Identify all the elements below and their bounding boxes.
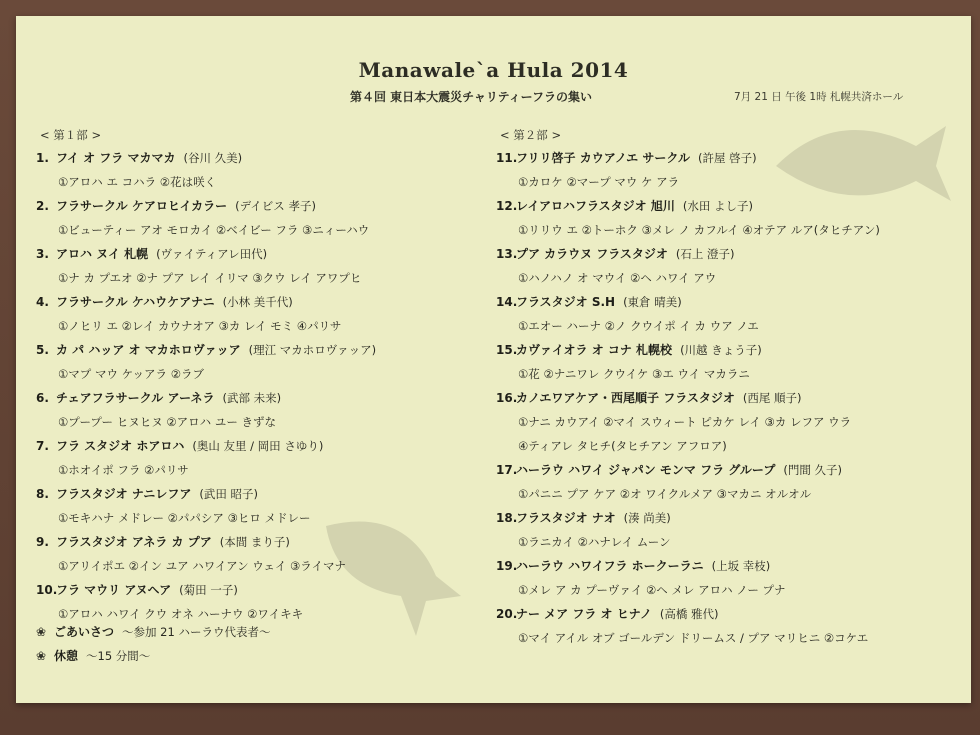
group-name: フラ スタジオ ホアロハ bbox=[56, 439, 185, 453]
note-greeting bbox=[36, 620, 270, 644]
program-entry bbox=[36, 146, 376, 194]
teacher-name: (石上 澄子) bbox=[675, 247, 735, 261]
program-entry bbox=[36, 386, 376, 434]
entry-header bbox=[36, 530, 376, 554]
entry-number: 11. bbox=[496, 151, 518, 165]
group-name: カ パ ハッア オ マカホロヴァッア bbox=[56, 343, 241, 357]
group-name: フラサークル ケハウケアナニ bbox=[56, 295, 215, 309]
entry-number: 13. bbox=[496, 247, 518, 261]
program-entry bbox=[36, 338, 376, 386]
song-list: ①アリイポエ ②イン ユア ハワイアン ウェイ ③ライマナ bbox=[58, 559, 346, 573]
program-entry bbox=[496, 554, 880, 602]
group-name: フラスタジオ ナニレフア bbox=[56, 487, 192, 501]
entry-number: 10. bbox=[36, 583, 58, 597]
entry-number: 4. bbox=[36, 295, 49, 309]
note-detail: ～参加 21 ハーラウ代表者～ bbox=[122, 625, 271, 639]
entry-header bbox=[496, 506, 880, 530]
program-entry bbox=[496, 602, 880, 650]
group-name: フイ オ フラ マカマカ bbox=[56, 151, 176, 165]
program-card bbox=[16, 16, 971, 703]
song-list: ①ナ カ プエオ ②ナ プア レイ イリマ ③クウ レイ アワプヒ bbox=[58, 271, 362, 285]
group-name: フリリ啓子 カウアノエ サークル bbox=[516, 151, 690, 165]
entry-header bbox=[496, 242, 880, 266]
program-entry bbox=[36, 578, 376, 626]
group-name: フラスタジオ S.H bbox=[516, 295, 616, 309]
note-label: ごあいさつ bbox=[54, 625, 115, 639]
entry-header bbox=[496, 458, 880, 482]
program-entry bbox=[496, 290, 880, 338]
group-name: レイアロハフラスタジオ 旭川 bbox=[516, 199, 675, 213]
entry-number: 1. bbox=[36, 151, 49, 165]
group-name: チェアフラサークル アーネラ bbox=[56, 391, 215, 405]
song-list: ①モキハナ メドレー ②パパシア ③ヒロ メドレー bbox=[58, 511, 311, 525]
teacher-name: (デイビス 孝子) bbox=[235, 199, 316, 213]
part-1-column bbox=[36, 124, 376, 626]
program-entry bbox=[36, 242, 376, 290]
song-list: ①カロケ ②マープ マウ ケ アラ bbox=[518, 175, 680, 189]
program-entry bbox=[496, 146, 880, 194]
teacher-name: (奥山 友里 / 岡田 さゆり) bbox=[192, 439, 324, 453]
program-entry bbox=[36, 194, 376, 242]
program-entry bbox=[36, 434, 376, 482]
flower-icon: ❀ bbox=[36, 625, 47, 639]
program-entry bbox=[496, 338, 880, 386]
flower-icon: ❀ bbox=[36, 649, 47, 663]
song-list: ①メレ ア カ プーヴァイ ②ヘ メレ アロハ ノー プナ bbox=[518, 583, 786, 597]
teacher-name: (武田 昭子) bbox=[199, 487, 258, 501]
part-heading: < 第２部 > bbox=[500, 128, 562, 142]
note-detail: ～15 分間～ bbox=[86, 649, 151, 663]
entry-header bbox=[36, 338, 376, 362]
entry-number: 17. bbox=[496, 463, 518, 477]
teacher-name: (武部 未来) bbox=[222, 391, 282, 405]
group-name: フラ マウリ アヌヘア bbox=[56, 583, 172, 597]
group-name: プア カラウヌ フラスタジオ bbox=[516, 247, 668, 261]
entry-header bbox=[36, 578, 376, 602]
song-list: ④ティアレ タヒチ(タヒチアン アフロア) bbox=[518, 439, 727, 453]
entry-number: 8. bbox=[36, 487, 49, 501]
group-name: ハーラウ ハワイ ジャパン モンマ フラ グループ bbox=[516, 463, 776, 477]
entry-number: 15. bbox=[496, 343, 518, 357]
song-list: ①ビューティー アオ モロカイ ②ベイビー フラ ③ニィーハウ bbox=[58, 223, 370, 237]
entry-header bbox=[496, 146, 880, 170]
program-notes bbox=[36, 620, 270, 668]
song-list: ①ホオイポ フラ ②パリサ bbox=[58, 463, 189, 477]
song-list: ①エオー ハーナ ②ノ クウイポ イ カ ウア ノエ bbox=[518, 319, 759, 333]
note-break bbox=[36, 644, 270, 668]
entry-number: 7. bbox=[36, 439, 49, 453]
song-list: ①マプ マウ ケッアラ ②ラブ bbox=[58, 367, 205, 381]
song-list: ①マイ アイル オブ ゴールデン ドリームス / プア マリヒニ ②コケエ bbox=[518, 631, 869, 645]
program-entry bbox=[496, 458, 880, 506]
entry-number: 3. bbox=[36, 247, 49, 261]
entry-header bbox=[36, 386, 376, 410]
entry-number: 20. bbox=[496, 607, 518, 621]
teacher-name: (門間 久子) bbox=[783, 463, 842, 477]
teacher-name: (湊 尚美) bbox=[623, 511, 671, 525]
program-entry bbox=[36, 530, 376, 578]
teacher-name: (上坂 幸枝) bbox=[711, 559, 771, 573]
entry-header bbox=[496, 554, 880, 578]
song-list: ①花 ②ナニワレ クウイケ ③エ ウイ マカラニ bbox=[518, 367, 750, 381]
group-name: アロハ ヌイ 札幌 bbox=[56, 247, 149, 261]
entry-number: 2. bbox=[36, 199, 49, 213]
teacher-name: (本間 まり子) bbox=[219, 535, 290, 549]
song-list: ①ナニ カウアイ ②マイ スウィート ピカケ レイ ③カ レフア ウラ bbox=[518, 415, 852, 429]
entry-header bbox=[496, 386, 880, 410]
teacher-name: (小林 美千代) bbox=[222, 295, 293, 309]
entry-header bbox=[36, 242, 376, 266]
teacher-name: (理江 マカホロヴァッア) bbox=[248, 343, 377, 357]
program-entry bbox=[36, 482, 376, 530]
program-title: Manawale`a Hula 2014 bbox=[358, 58, 629, 82]
group-name: フラスタジオ アネラ カ プア bbox=[56, 535, 212, 549]
song-list: ①ハノハノ オ マウイ ②ヘ ハワイ アウ bbox=[518, 271, 717, 285]
group-name: フラサークル ケアロヒイカラー bbox=[56, 199, 228, 213]
song-list: ①ラニカイ ②ハナレイ ムーン bbox=[518, 535, 671, 549]
entry-number: 6. bbox=[36, 391, 49, 405]
entry-header bbox=[496, 194, 880, 218]
teacher-name: (菊田 一子) bbox=[179, 583, 238, 597]
teacher-name: (高橋 雅代) bbox=[659, 607, 719, 621]
entry-number: 14. bbox=[496, 295, 518, 309]
group-name: ハーラウ ハワイフラ ホークーラニ bbox=[516, 559, 704, 573]
teacher-name: (ヴァイティアレ田代) bbox=[156, 247, 268, 261]
program-entry bbox=[496, 242, 880, 290]
song-list: ①ノヒリ エ ②レイ カウナオア ③カ レイ モミ ④パリサ bbox=[58, 319, 342, 333]
group-name: カヴァイオラ オ コナ 札幌校 bbox=[516, 343, 673, 357]
entry-header bbox=[496, 338, 880, 362]
song-list: ①プープー ヒヌヒヌ ②アロハ ユー きずな bbox=[58, 415, 276, 429]
program-entry bbox=[36, 290, 376, 338]
entry-number: 19. bbox=[496, 559, 518, 573]
program-entry bbox=[496, 386, 880, 458]
entry-header bbox=[496, 290, 880, 314]
entry-header bbox=[36, 434, 376, 458]
entry-number: 12. bbox=[496, 199, 518, 213]
song-list: ①リリウ エ ②トーホク ③メレ ノ カフルイ ④オテア ルア(タヒチアン) bbox=[518, 223, 880, 237]
song-list: ①パニニ プア ケア ②オ ワイクルメア ③マカニ オルオル bbox=[518, 487, 812, 501]
teacher-name: (東倉 晴美) bbox=[623, 295, 682, 309]
teacher-name: (水田 よし子) bbox=[682, 199, 753, 213]
entry-number: 18. bbox=[496, 511, 518, 525]
teacher-name: (谷川 久美) bbox=[183, 151, 243, 165]
part-heading: < 第１部 > bbox=[40, 128, 102, 142]
group-name: フラスタジオ ナオ bbox=[516, 511, 616, 525]
entry-header bbox=[36, 290, 376, 314]
song-list: ①アロハ ハワイ クウ オネ ハーナウ ②ワイキキ bbox=[58, 607, 304, 621]
teacher-name: (西尾 順子) bbox=[742, 391, 802, 405]
entry-header bbox=[496, 602, 880, 626]
program-subtitle: 第４回 東日本大震災チャリティーフラの集い bbox=[350, 90, 593, 104]
entry-number: 5. bbox=[36, 343, 49, 357]
program-entry bbox=[496, 194, 880, 242]
date-venue: 7月 21 日 午後 1時 札幌共済ホール bbox=[734, 91, 904, 103]
note-label: 休憩 bbox=[54, 649, 79, 663]
entry-header bbox=[36, 146, 376, 170]
part-2-column bbox=[496, 124, 880, 650]
program-entry bbox=[496, 506, 880, 554]
entry-header bbox=[36, 482, 376, 506]
entry-number: 9. bbox=[36, 535, 49, 549]
entry-header bbox=[36, 194, 376, 218]
entry-number: 16. bbox=[496, 391, 518, 405]
song-list: ①アロハ エ コハラ ②花は咲く bbox=[58, 175, 217, 189]
group-name: ナー メア フラ オ ヒナノ bbox=[516, 607, 652, 621]
teacher-name: (許屋 啓子) bbox=[697, 151, 757, 165]
teacher-name: (川越 きょう子) bbox=[680, 343, 762, 357]
group-name: カノエワアケア・西尾順子 フラスタジオ bbox=[516, 391, 735, 405]
